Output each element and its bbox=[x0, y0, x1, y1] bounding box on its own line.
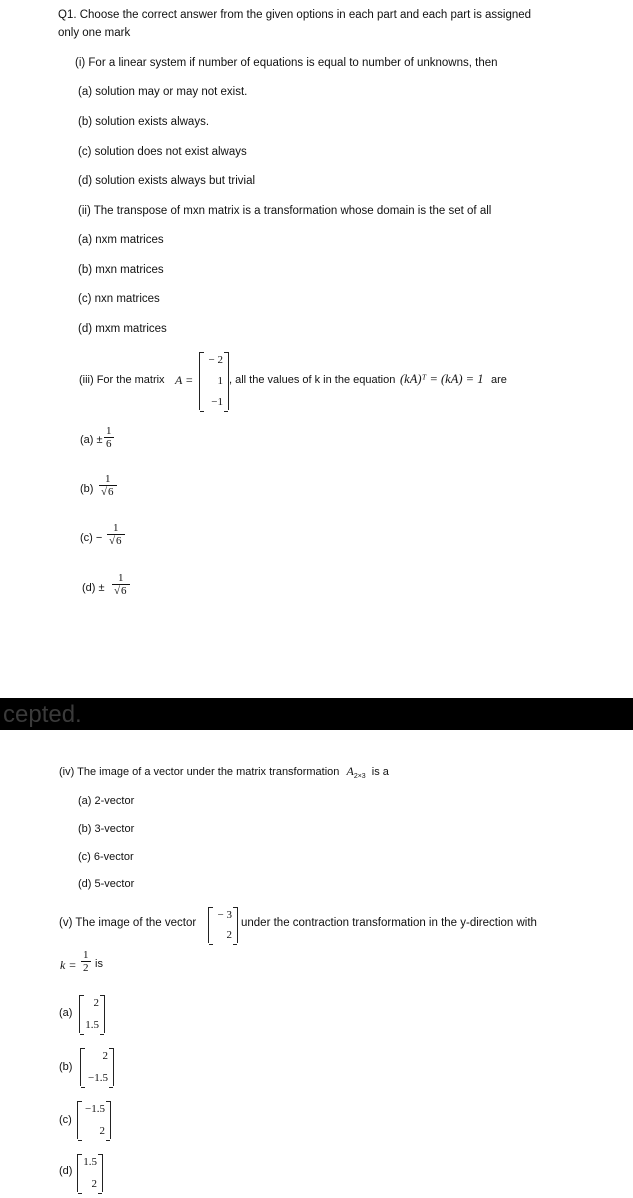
k-is: is bbox=[95, 958, 103, 970]
part-iii-option-c-label: (c) − bbox=[80, 532, 103, 544]
vector-entry: 2 bbox=[226, 929, 232, 941]
part-v-option-a-vector bbox=[79, 995, 105, 1033]
fraction-denominator: 6 bbox=[106, 438, 112, 450]
part-iv-question bbox=[59, 764, 389, 780]
part-ii-option-a: (a) nxm matrices bbox=[78, 234, 164, 246]
part-iii-matrix-lhs: A = bbox=[175, 373, 194, 387]
vector-entry: 2 bbox=[91, 1178, 97, 1190]
part-iii-suffix: are bbox=[491, 374, 507, 386]
vector-entry: 1.5 bbox=[85, 1019, 99, 1031]
part-v-option-c-label: (c) bbox=[59, 1114, 72, 1126]
band-text: cepted. bbox=[3, 701, 82, 728]
part-ii-option-c: (c) nxn matrices bbox=[78, 293, 160, 305]
part-iii-option-c-fraction bbox=[107, 522, 125, 547]
part-iv-option-a: (a) 2-vector bbox=[78, 795, 135, 807]
vector-entry: 2 bbox=[99, 1125, 105, 1137]
fraction-denominator: 6 bbox=[108, 486, 114, 498]
part-v-vector bbox=[208, 907, 238, 943]
sqrt-icon: √ bbox=[101, 486, 108, 498]
black-band bbox=[0, 698, 633, 730]
part-i-option-a: (a) solution may or may not exist. bbox=[78, 86, 248, 98]
vector-entry: 1.5 bbox=[83, 1156, 97, 1168]
part-i-option-b: (b) solution exists always. bbox=[78, 116, 210, 128]
fraction-numerator: 1 bbox=[118, 572, 124, 584]
part-iii-option-b-fraction bbox=[99, 473, 117, 498]
part-iii-option-d-fraction bbox=[112, 572, 130, 597]
part-i-option-d: (d) solution exists always but trivial bbox=[78, 175, 256, 187]
part-iii-option-a-label: (a) ± bbox=[80, 434, 103, 446]
matrix-entry: 1 bbox=[217, 375, 223, 387]
part-v-option-b-vector bbox=[80, 1048, 114, 1086]
matrix-entry: − 2 bbox=[208, 354, 223, 366]
part-iv-prefix: (iv) The image of a vector under the matrix transformation bbox=[59, 766, 340, 778]
part-iv-option-c: (c) 6-vector bbox=[78, 851, 134, 863]
part-ii-option-b: (b) mxn matrices bbox=[78, 264, 164, 276]
sqrt-icon: √ bbox=[114, 585, 121, 597]
part-iii-option-d-label: (d) ± bbox=[82, 582, 105, 594]
part-iv-suffix: is a bbox=[371, 766, 389, 778]
part-v-option-c-vector bbox=[77, 1101, 111, 1139]
part-iii-mid-text: , all the values of k in the equation bbox=[229, 374, 396, 386]
part-v-option-d-vector bbox=[77, 1154, 103, 1192]
fraction-denominator: 6 bbox=[121, 585, 127, 597]
part-v-option-a-label: (a) bbox=[59, 1007, 73, 1019]
vector-entry: −1.5 bbox=[88, 1072, 108, 1084]
fraction-denominator: 6 bbox=[116, 535, 122, 547]
vector-entry: − 3 bbox=[217, 909, 232, 921]
part-v-prefix: (v) The image of the vector bbox=[59, 917, 197, 929]
part-iii-prefix: (iii) For the matrix bbox=[79, 374, 165, 386]
sqrt-icon: √ bbox=[109, 535, 116, 547]
vector-entry: −1.5 bbox=[85, 1103, 105, 1115]
part-v-option-b-label: (b) bbox=[59, 1061, 73, 1073]
fraction-numerator: 1 bbox=[83, 949, 89, 961]
part-i-question: (i) For a linear system if number of equations is equal to number of unknowns, then bbox=[75, 57, 498, 69]
fraction-numerator: 1 bbox=[105, 473, 111, 485]
part-ii-question: (ii) The transpose of mxn matrix is a transformation whose domain is the set of all bbox=[78, 205, 492, 217]
part-v-suffix: under the contraction transformation in the y-direction with bbox=[241, 917, 537, 929]
vector-entry: 2 bbox=[93, 997, 99, 1009]
part-iii-matrix bbox=[199, 352, 229, 410]
part-iv-matrix-name: A bbox=[346, 764, 354, 778]
matrix-entry: −1 bbox=[211, 396, 223, 408]
part-iii-option-a-fraction bbox=[104, 425, 114, 450]
vector-entry: 2 bbox=[102, 1050, 108, 1062]
k-lhs: k = bbox=[60, 958, 77, 972]
k-fraction bbox=[81, 949, 91, 974]
fraction-denominator: 2 bbox=[83, 962, 89, 974]
part-v-option-d-label: (d) bbox=[59, 1165, 73, 1177]
question-heading-cont: only one mark bbox=[58, 27, 131, 39]
fraction-numerator: 1 bbox=[106, 425, 112, 437]
part-i-option-c: (c) solution does not exist always bbox=[78, 146, 247, 158]
part-iv-option-d: (d) 5-vector bbox=[78, 878, 135, 890]
question-heading: Q1. Choose the correct answer from the given options in each part and each part is assigned bbox=[58, 9, 532, 21]
part-iv-matrix-sub: 2×3 bbox=[353, 773, 366, 781]
part-ii-option-d: (d) mxm matrices bbox=[78, 323, 167, 335]
fraction-numerator: 1 bbox=[113, 522, 119, 534]
part-iv-option-b: (b) 3-vector bbox=[78, 823, 135, 835]
part-iii-option-b-label: (b) bbox=[80, 483, 94, 495]
part-iii-equation: (kA)ᵀ = (kA) = 1 bbox=[400, 372, 484, 386]
